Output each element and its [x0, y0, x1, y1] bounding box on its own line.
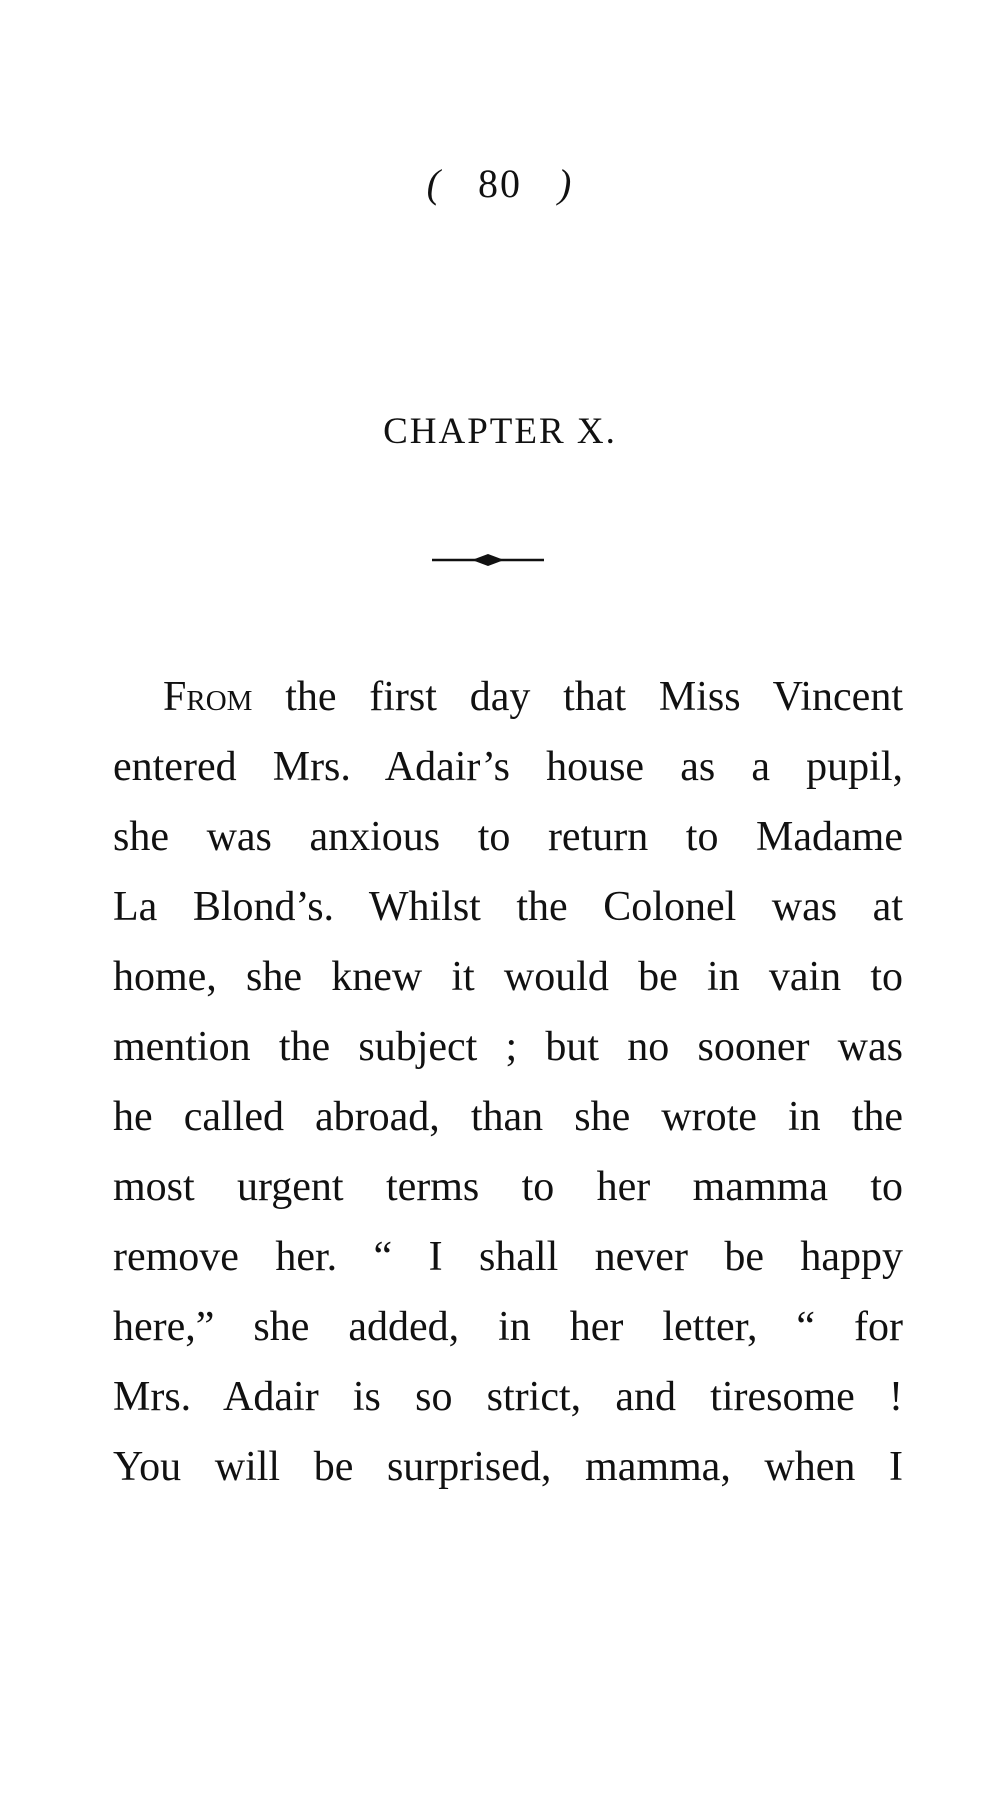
text-line-rest: the first day that Miss Vincent — [252, 674, 903, 720]
text-line: he called abroad, than she wrote in the — [113, 1094, 903, 1140]
page-number-paren-open: ( — [426, 161, 442, 206]
text-line: You will be surprised, mamma, when I — [113, 1444, 903, 1490]
text-line: home, she knew it would be in vain to — [113, 954, 903, 1000]
chapter-title: CHAPTER X. — [383, 411, 617, 452]
first-word-small-caps: From — [163, 674, 253, 720]
text-line: most urgent terms to her mamma to — [113, 1164, 903, 1210]
text-line — [113, 662, 903, 732]
page-number-value: 80 — [478, 161, 522, 206]
text-line: entered Mrs. Adair’s house as a pupil, — [113, 744, 903, 790]
body-text — [113, 662, 903, 1502]
page-number-paren-close: ) — [558, 161, 574, 206]
page-number — [0, 160, 1000, 207]
text-line: mention the subject ; but no sooner was — [113, 1024, 903, 1070]
text-line: here,” she added, in her letter, “ for — [113, 1304, 903, 1350]
text-line: La Blond’s. Whilst the Colonel was at — [113, 884, 903, 930]
diamond-rule-ornament-icon — [432, 550, 544, 570]
text-line: Mrs. Adair is so strict, and tiresome ! — [113, 1374, 903, 1420]
text-line: she was anxious to return to Madame — [113, 814, 903, 860]
text-line: remove her. “ I shall never be happy — [113, 1234, 903, 1280]
